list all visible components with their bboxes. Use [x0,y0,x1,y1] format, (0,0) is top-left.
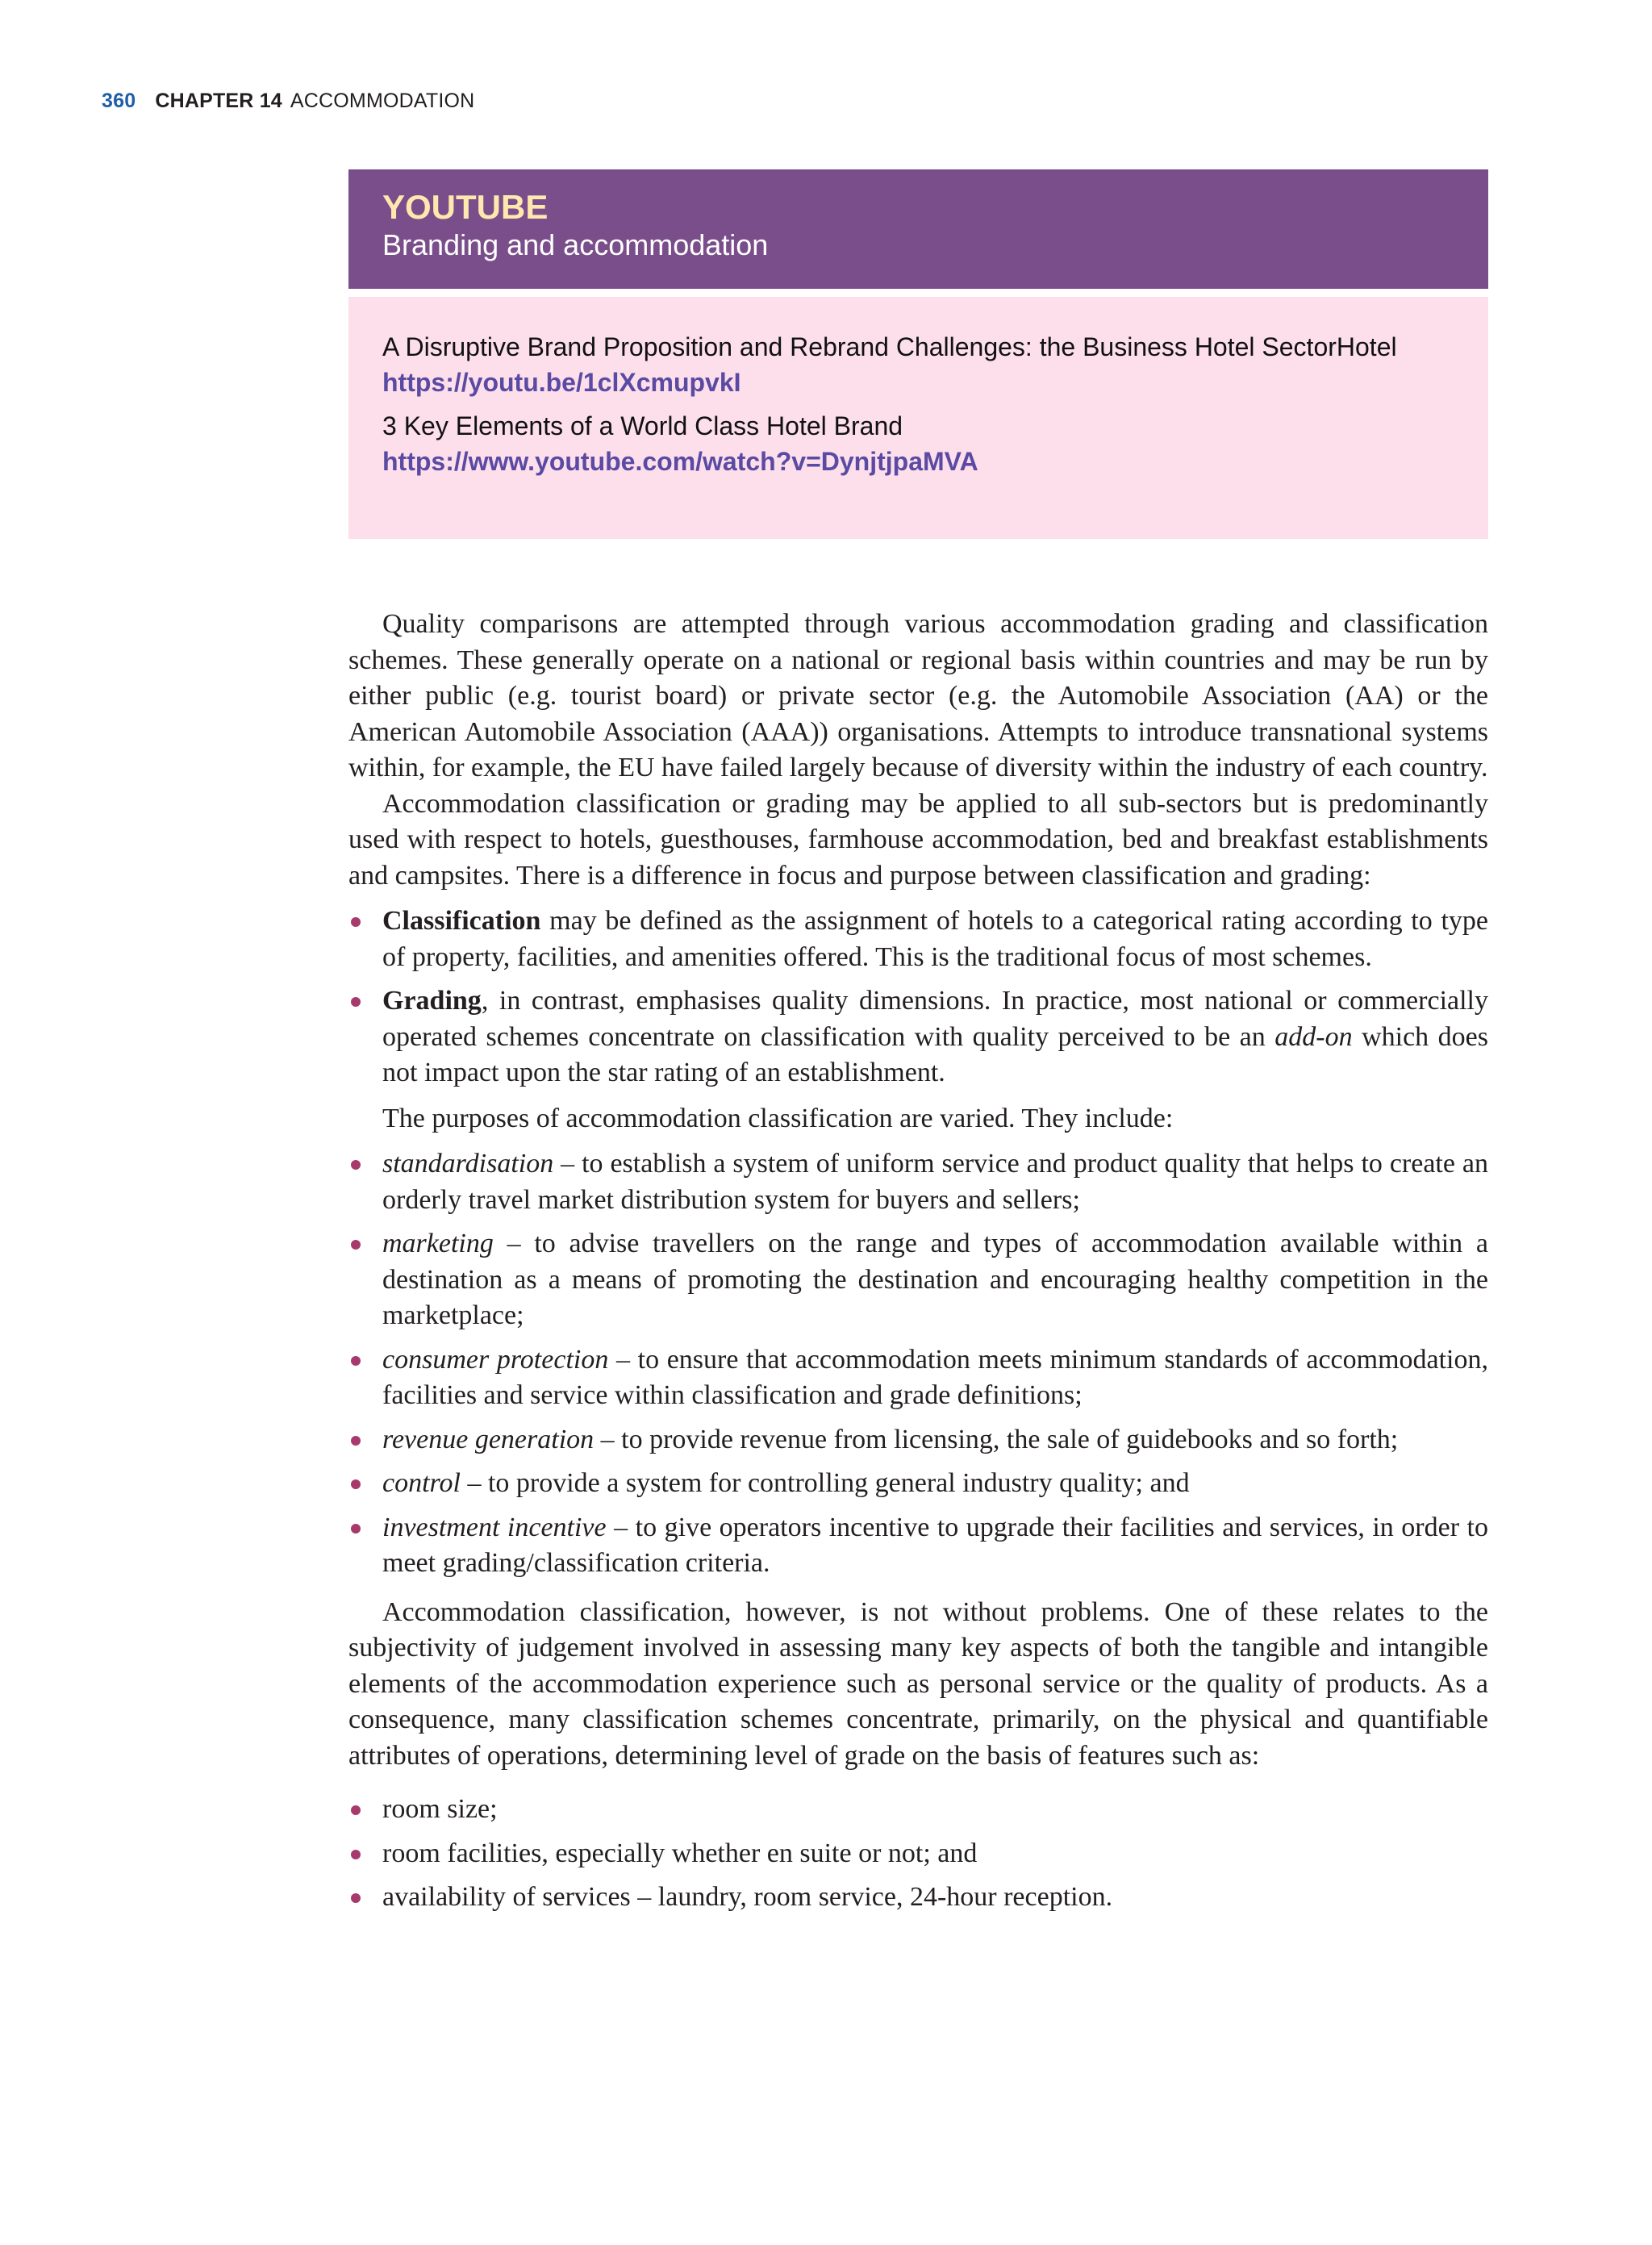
video-title: A Disruptive Brand Proposition and Rebrand Challenges: the Business Hotel SectorHotel [382,332,1397,361]
youtube-box [348,169,1488,539]
paragraph: Quality comparisons are attempted through various accommodation grading and classification schemes. These generally operate on a national or regional basis within countries and may be run by either public (e.g. tourist board) or private sector (e.g. the Automobile Association (AA) or the American Automobile Association (AAA)) organisations. Attempts to introduce transnational systems within, for example, the EU have failed largely because of diversity within the industry of each country. [348,609,1488,782]
list-item [348,1226,1488,1334]
list-item: room size; [348,1792,1488,1828]
section-label: ACCOMMODATION [290,90,475,112]
paragraph: Accommodation classification or grading may be applied to all sub-sectors but is predominantly used with respect to hotels, guesthouses, farmhouse accommodation, bed and breakfast establishments and campsites. There is a difference in focus and purpose between classification and grading: [348,788,1488,891]
item-text: – to advise travellers on the range and types of accommodation available within a destination as a means of promoting the destination and encouraging healthy competition in the marketplace; [382,1229,1488,1330]
term: consumer protection [382,1344,609,1375]
item-text: , in contrast, emphasises quality dimensions. In practice, most national or commercially operated schemes concentrate on classification with quality perceived to be an [382,986,1488,1052]
item-text: may be defined as the assignment of hotels to a categorical rating according to type of property, facilities, and amenities offered. This is the traditional focus of most schemes. [382,906,1488,972]
item-text: – to provide revenue from licensing, the sale of guidebooks and so forth; [594,1424,1399,1454]
list-item [348,903,1488,975]
emphasis: add-on [1274,1021,1353,1052]
list-item [348,1466,1488,1502]
paragraph: Accommodation classification, however, is not without problems. One of these relates to the subjectivity of judgement involved in assessing many key aspects of both the tangible and intangible elements of the accommodation experience such as personal service or the quality of products. As a consequence, many classification schemes concentrate, primarily, on the physical and quantifiable attributes of operations, determining level of grade on the basis of features such as: [348,1596,1488,1771]
term: Classification [382,906,541,936]
paragraph: The purposes of accommodation classification are varied. They include: [382,1103,1174,1133]
list-item [348,1342,1488,1414]
term: Grading [382,986,482,1016]
purposes-list [348,1146,1488,1582]
term: standardisation [382,1149,554,1179]
list-item [348,1510,1488,1582]
term: investment incentive [382,1512,607,1542]
list-item [348,983,1488,1091]
item-text: – to give operators incentive to upgrade their facilities and services, in order to meet grading/classification criteria. [382,1512,1488,1578]
definitions-list [348,903,1488,1091]
list-item: room facilities, especially whether en suite or not; and [348,1836,1488,1872]
video-title: 3 Key Elements of a World Class Hotel Brand [382,411,903,440]
page-number: 360 [102,90,136,112]
term: marketing [382,1229,494,1258]
term: revenue generation [382,1424,594,1454]
youtube-box-body [348,297,1488,539]
main-text [348,607,1488,1916]
features-list [348,1792,1488,1916]
video-link[interactable]: https://youtu.be/1clXcmupvkI [382,368,741,397]
chapter-label: CHAPTER 14 [155,90,282,112]
item-text: – to ensure that accommodation meets minimum standards of accommodation, facilities and service within classification and grade definitions; [382,1344,1488,1410]
youtube-box-subtitle: Branding and accommodation [382,228,769,261]
term: control [382,1468,461,1498]
item-text: – to establish a system of uniform service and product quality that helps to create an orderly travel market distribution system for buyers and sellers; [382,1149,1488,1215]
running-head [102,90,474,113]
item-text: – to provide a system for controlling general industry quality; and [460,1468,1190,1498]
video-link[interactable]: https://www.youtube.com/watch?v=DynjtjpaMVA [382,447,978,476]
list-item: availability of services – laundry, room service, 24-hour reception. [348,1880,1488,1916]
list-item [348,1422,1488,1458]
list-item [348,1146,1488,1218]
item-text: which does not impact upon the star rating of an establishment. [382,1021,1488,1087]
youtube-box-title: YOUTUBE [382,188,549,226]
youtube-box-header [348,169,1488,289]
